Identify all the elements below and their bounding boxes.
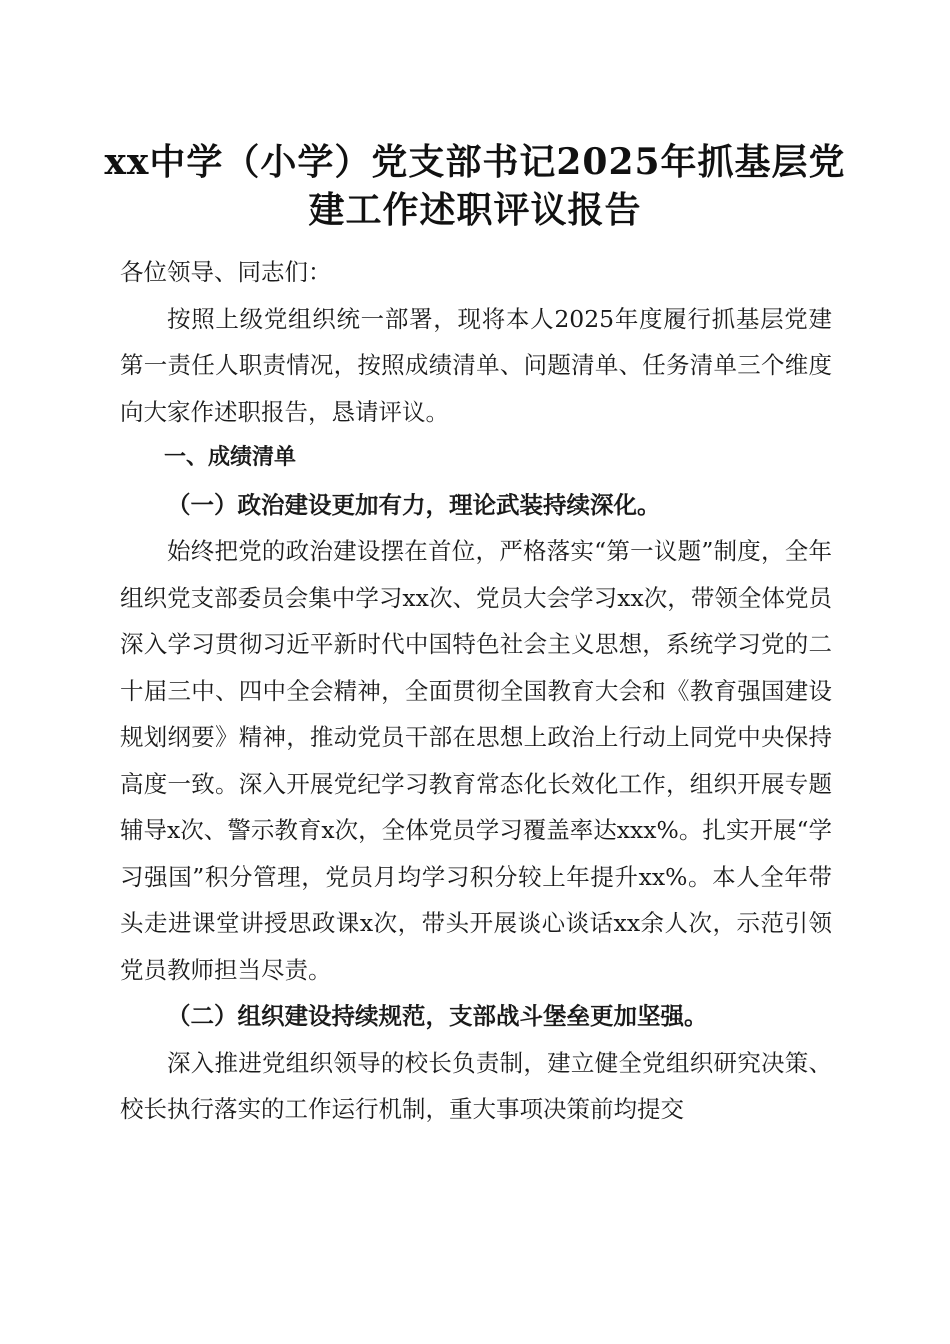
document-body: [120, 249, 832, 1133]
section-heading-achievements: 一、成绩清单: [164, 445, 297, 470]
title-line-1: xx中学（小学）党支部书记2025年抓基层党: [104, 141, 846, 183]
subheading-political-construction: （一）政治建设更加有力，理论武装持续深化。: [167, 490, 661, 519]
document-title: [100, 138, 850, 234]
paragraph-political-construction: 始终把党的政治建设摆在首位，严格落实“第一议题”制度，全年组织党支部委员会集中学习xx次、党员大会学习xx次，带领全体党员深入学习贯彻习近平新时代中国特色社会主义思想，系统学习党的二十届三中、四中全会精神，全面贯彻全国教育大会和《教育强国建设规划纲要》精神，推动党员干部在思想上政治上行动上同党中央保持高度一致。深入开展党纪学习教育常态化长效化工作，组织开展专题辅导x次、警示教育x次，全体党员学习覆盖率达xxx%。扎实开展“学习强国”积分管理，党员月均学习积分较上年提升xx%。本人全年带头走进课堂讲授思政课x次，带头开展谈心谈话xx余人次，示范引领党员教师担当尽责。: [120, 537, 832, 984]
paragraph-organization-construction: 深入推进党组织领导的校长负责制，建立健全党组织研究决策、校长执行落实的工作运行机制，重大事项决策前均提交: [120, 1048, 832, 1123]
subheading-organization-construction: （二）组织建设持续规范，支部战斗堡垒更加坚强。: [167, 1002, 708, 1030]
salutation: 各位领导、同志们：: [120, 258, 332, 286]
intro-paragraph: 按照上级党组织统一部署，现将本人2025年度履行抓基层党建第一责任人职责情况，按照成绩清单、问题清单、任务清单三个维度向大家作述职报告，恳请评议。: [120, 304, 832, 426]
title-line-2: 建工作述职评议报告: [308, 189, 642, 231]
